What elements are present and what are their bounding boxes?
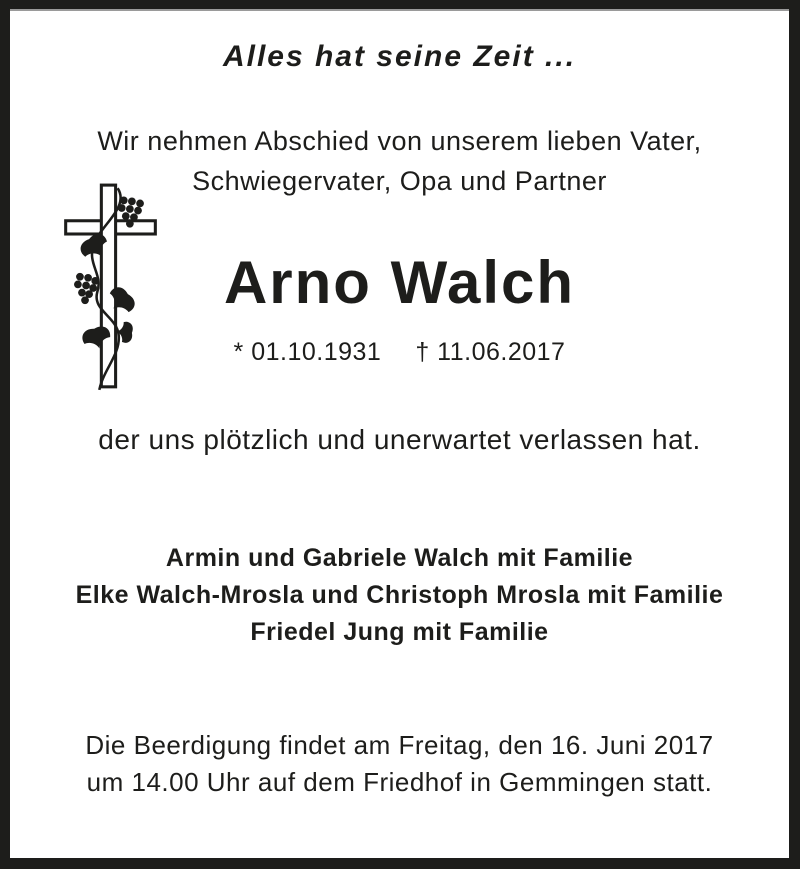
death-date: † 11.06.2017: [415, 338, 566, 366]
mourner-line: Elke Walch-Mrosla und Christoph Mrosla mit Familie: [75, 581, 724, 609]
deceased-name: Arno Walch: [223, 249, 576, 316]
funeral-info-line-2: um 14.00 Uhr auf dem Friedhof in Gemmingen statt.: [86, 767, 713, 797]
funeral-info-line-1: Die Beerdigung findet am Freitag, den 16. Juni 2017: [85, 730, 714, 760]
intro-line-1: Wir nehmen Abschied von unserem lieben Vater,: [97, 126, 702, 156]
life-dates: [10, 338, 789, 367]
motto-line: Alles hat seine Zeit ...: [222, 40, 577, 73]
mourners-list: [10, 540, 789, 651]
birth-date: * 01.10.1931: [233, 338, 382, 366]
top-hairline: [10, 9, 789, 11]
mourner-line: Armin und Gabriele Walch mit Familie: [165, 544, 634, 572]
intro-line-2: Schwiegervater, Opa und Partner: [192, 166, 607, 196]
mourner-line: Friedel Jung mit Familie: [250, 618, 549, 646]
farewell-line: der uns plötzlich und unerwartet verlassen hat.: [98, 424, 701, 455]
